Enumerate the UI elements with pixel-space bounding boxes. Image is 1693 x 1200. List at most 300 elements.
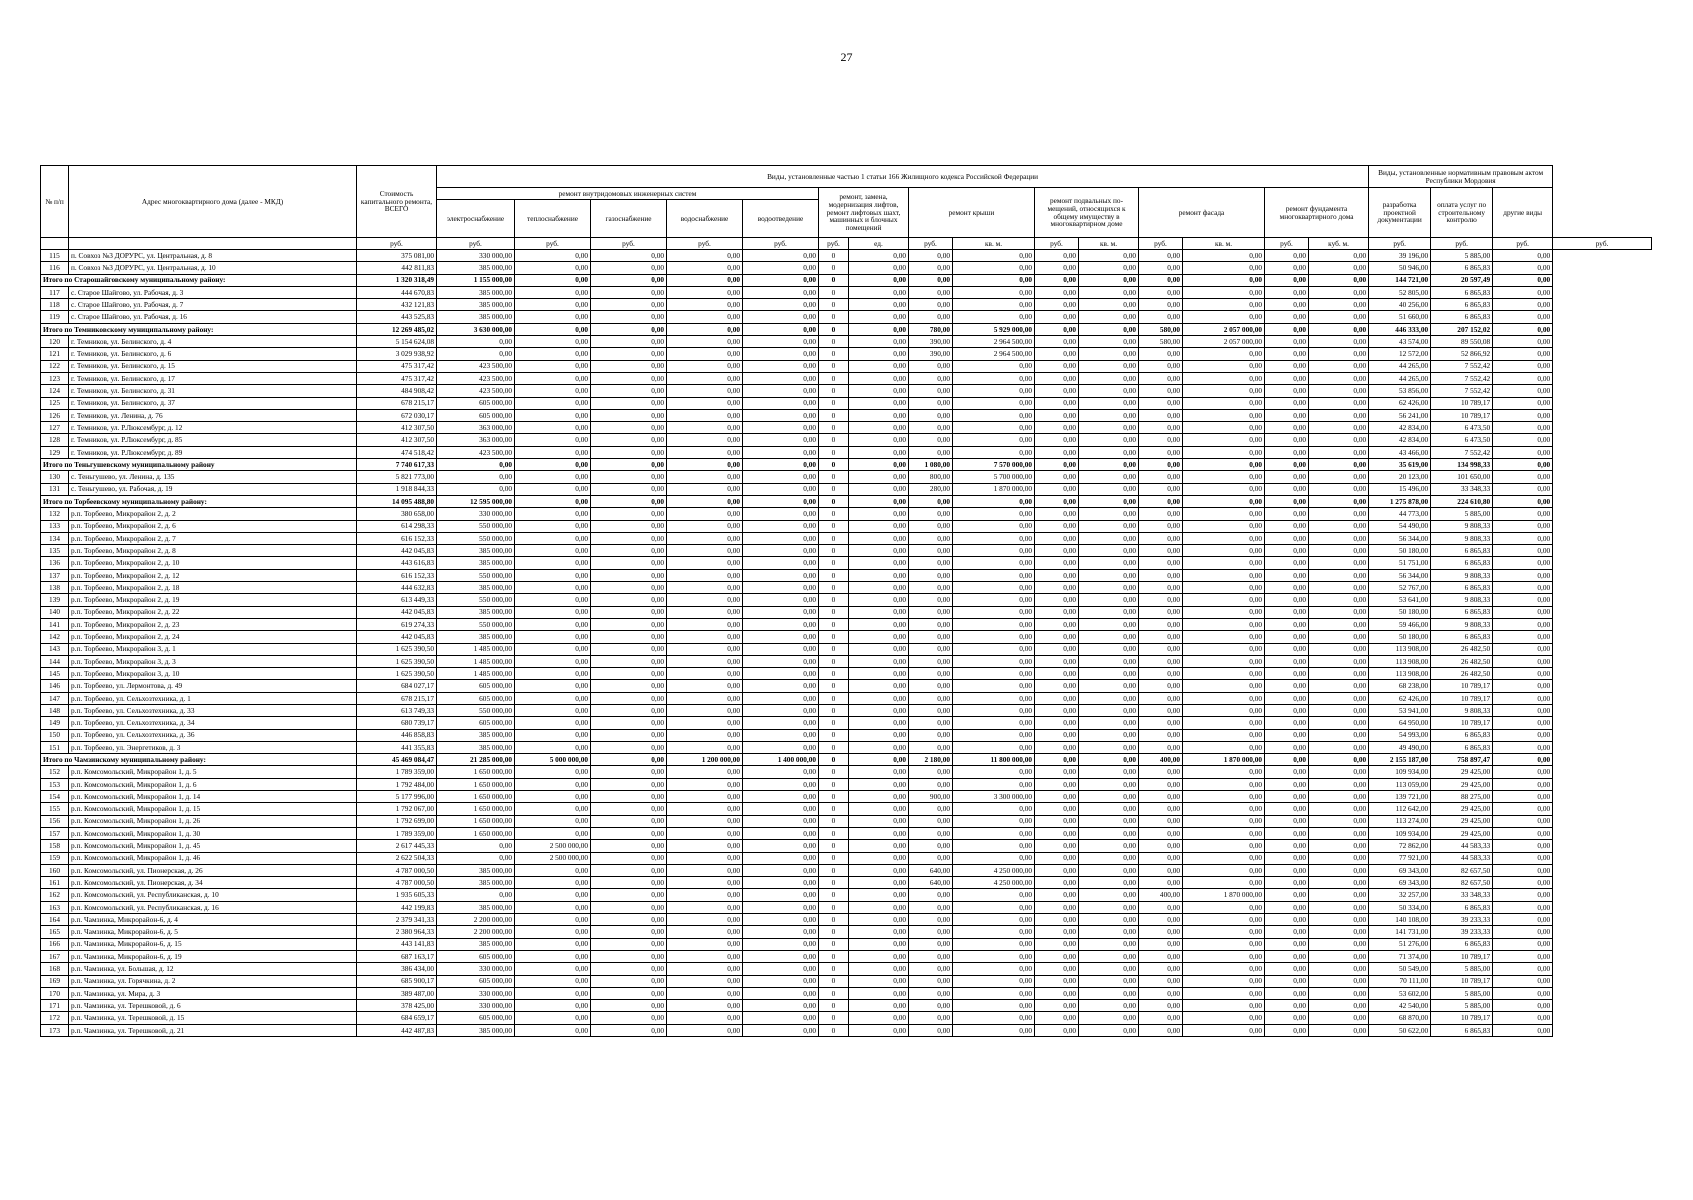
value-cell: 0,00: [1265, 877, 1309, 889]
value-cell: 54 993,00: [1369, 729, 1431, 741]
value-cell: 0,00: [1079, 815, 1139, 827]
value-cell: 0,00: [515, 864, 591, 876]
value-cell: 0,00: [909, 594, 953, 606]
value-cell: 0,00: [1265, 557, 1309, 569]
value-cell: 109 934,00: [1369, 827, 1431, 839]
value-cell: 0,00: [1493, 1024, 1553, 1036]
value-cell: 0,00: [1493, 655, 1553, 667]
row-address: с. Старое Шайгово, ул. Рабочая, д. 16: [69, 311, 357, 323]
value-cell: 0,00: [515, 631, 591, 643]
value-cell: 484 908,42: [357, 385, 437, 397]
header-construction-control: оплата услуг по строительному контролю: [1431, 188, 1493, 238]
value-cell: 0,00: [1309, 729, 1369, 741]
value-cell: 0,00: [1079, 692, 1139, 704]
value-cell: 0,00: [1183, 901, 1265, 913]
row-address: р.п. Комсомольский, Микрорайон 1, д. 30: [69, 827, 357, 839]
value-cell: 42 834,00: [1369, 434, 1431, 446]
value-cell: 0,00: [909, 889, 953, 901]
value-cell: 0,00: [1265, 422, 1309, 434]
value-cell: 0,00: [437, 483, 515, 495]
value-cell: 113 908,00: [1369, 668, 1431, 680]
value-cell: 0,00: [1309, 471, 1369, 483]
value-cell: 0,00: [1035, 545, 1079, 557]
value-cell: 0,00: [849, 397, 909, 409]
value-cell: 12 572,00: [1369, 348, 1431, 360]
row-number: 119: [41, 311, 69, 323]
value-cell: 29 425,00: [1431, 815, 1493, 827]
value-cell: 0,00: [1183, 926, 1265, 938]
table-row: [41, 840, 1652, 852]
value-cell: 0,00: [1309, 655, 1369, 667]
value-cell: 0,00: [515, 348, 591, 360]
value-cell: 800,00: [909, 471, 953, 483]
value-cell: 0,00: [953, 766, 1035, 778]
value-cell: 0,00: [1265, 950, 1309, 962]
value-cell: 385 000,00: [437, 286, 515, 298]
value-cell: 0,00: [1035, 668, 1079, 680]
value-cell: 1 650 000,00: [437, 778, 515, 790]
value-cell: 0,00: [1139, 827, 1183, 839]
district-total-label: Итого по Теньгушевскому муниципальному району: [41, 459, 357, 471]
unit-cell: руб.: [1369, 238, 1431, 250]
value-cell: 0: [819, 643, 849, 655]
value-cell: 0,00: [1079, 582, 1139, 594]
value-cell: 0,00: [1265, 926, 1309, 938]
value-cell: 0,00: [1183, 680, 1265, 692]
value-cell: 0: [819, 1000, 849, 1012]
value-cell: 0,00: [1183, 864, 1265, 876]
value-cell: 0,00: [1493, 606, 1553, 618]
value-cell: 0,00: [1079, 618, 1139, 630]
row-number: 148: [41, 704, 69, 716]
value-cell: 0,00: [1183, 311, 1265, 323]
row-address: с. Теньгушево, ул. Ленина, д. 135: [69, 471, 357, 483]
value-cell: 71 374,00: [1369, 950, 1431, 962]
value-cell: 0,00: [667, 545, 743, 557]
value-cell: 0,00: [849, 483, 909, 495]
value-cell: 0,00: [1035, 754, 1079, 766]
value-cell: 0,00: [953, 582, 1035, 594]
value-cell: 6 865,83: [1431, 286, 1493, 298]
value-cell: 678 215,17: [357, 397, 437, 409]
row-address: р.п. Торбеево, ул. Энергетиков, д. 3: [69, 741, 357, 753]
table-row: [41, 336, 1652, 348]
value-cell: 10 789,17: [1431, 950, 1493, 962]
row-number: 126: [41, 409, 69, 421]
value-cell: 0,00: [667, 606, 743, 618]
value-cell: 88 275,00: [1431, 791, 1493, 803]
value-cell: 385 000,00: [437, 545, 515, 557]
value-cell: 0,00: [849, 250, 909, 262]
value-cell: 0,00: [667, 508, 743, 520]
value-cell: 144 721,00: [1369, 274, 1431, 286]
row-number: 167: [41, 950, 69, 962]
value-cell: 69 343,00: [1369, 864, 1431, 876]
value-cell: 0: [819, 372, 849, 384]
value-cell: 640,00: [909, 877, 953, 889]
unit-cell: кв. м.: [953, 238, 1035, 250]
value-cell: 141 731,00: [1369, 926, 1431, 938]
row-address: р.п. Комсомольский, Микрорайон 1, д. 15: [69, 803, 357, 815]
value-cell: 0,00: [1079, 963, 1139, 975]
value-cell: 0,00: [1139, 1012, 1183, 1024]
unit-cell: руб.: [437, 238, 515, 250]
value-cell: 0,00: [1265, 508, 1309, 520]
value-cell: 0,00: [1139, 692, 1183, 704]
value-cell: 0,00: [1493, 299, 1553, 311]
value-cell: 0: [819, 618, 849, 630]
value-cell: 0,00: [1183, 655, 1265, 667]
value-cell: 112 642,00: [1369, 803, 1431, 815]
value-cell: 0,00: [1035, 704, 1079, 716]
row-address: р.п. Торбеево, Микрорайон 3, д. 3: [69, 655, 357, 667]
value-cell: 0: [819, 901, 849, 913]
row-number: 128: [41, 434, 69, 446]
value-cell: 0,00: [1035, 975, 1079, 987]
value-cell: 0,00: [1493, 827, 1553, 839]
value-cell: 0,00: [667, 594, 743, 606]
value-cell: 0,00: [515, 791, 591, 803]
value-cell: 0,00: [1139, 704, 1183, 716]
value-cell: 1 792 699,00: [357, 815, 437, 827]
value-cell: 0,00: [743, 532, 819, 544]
value-cell: 0,00: [953, 938, 1035, 950]
value-cell: 2 617 445,33: [357, 840, 437, 852]
value-cell: 0,00: [515, 606, 591, 618]
value-cell: 0,00: [1493, 495, 1553, 507]
value-cell: 0,00: [1079, 901, 1139, 913]
value-cell: 0: [819, 754, 849, 766]
row-number: 137: [41, 569, 69, 581]
value-cell: 0,00: [591, 397, 667, 409]
value-cell: 0,00: [515, 643, 591, 655]
row-address: р.п. Торбеево, Микрорайон 2, д. 18: [69, 582, 357, 594]
table-row: [41, 1000, 1652, 1012]
value-cell: 0,00: [1493, 1000, 1553, 1012]
value-cell: 0,00: [909, 655, 953, 667]
value-cell: 0,00: [1265, 1024, 1309, 1036]
value-cell: 0,00: [591, 680, 667, 692]
value-cell: 0,00: [515, 397, 591, 409]
value-cell: 1 625 390,50: [357, 643, 437, 655]
value-cell: 0,00: [909, 680, 953, 692]
header-regional-types: Виды, установленные нормативным правовым актом Республики Мордовия: [1369, 166, 1553, 188]
value-cell: 0,00: [849, 877, 909, 889]
value-cell: 0,00: [1265, 827, 1309, 839]
value-cell: 0,00: [1079, 262, 1139, 274]
unit-cell: руб.: [1035, 238, 1079, 250]
value-cell: 0,00: [1183, 397, 1265, 409]
value-cell: 0,00: [743, 520, 819, 532]
row-address: р.п. Чамзинка, ул. Большая, д. 12: [69, 963, 357, 975]
value-cell: 0,00: [1493, 508, 1553, 520]
row-number: 118: [41, 299, 69, 311]
value-cell: 0,00: [1079, 950, 1139, 962]
row-address: р.п. Чамзинка, Микрорайон-6, д. 4: [69, 914, 357, 926]
value-cell: 0,00: [1183, 582, 1265, 594]
value-cell: 0,00: [1035, 569, 1079, 581]
value-cell: 0,00: [591, 950, 667, 962]
value-cell: 109 934,00: [1369, 766, 1431, 778]
row-number: 134: [41, 532, 69, 544]
table-row: [41, 778, 1652, 790]
value-cell: 0,00: [515, 299, 591, 311]
value-cell: 0,00: [953, 729, 1035, 741]
value-cell: 0,00: [1265, 545, 1309, 557]
value-cell: 0,00: [437, 852, 515, 864]
value-cell: 0,00: [1079, 422, 1139, 434]
value-cell: 0,00: [909, 582, 953, 594]
row-number: 130: [41, 471, 69, 483]
value-cell: 0,00: [591, 582, 667, 594]
value-cell: 0,00: [667, 1000, 743, 1012]
value-cell: 0,00: [1139, 299, 1183, 311]
value-cell: 10 789,17: [1431, 692, 1493, 704]
value-cell: 0,00: [515, 717, 591, 729]
header-lifts: ремонт, замена, модернизация лифтов, ремонт лифтовых шахт, машинных и блочных помещений: [819, 188, 909, 238]
value-cell: 0,00: [1183, 532, 1265, 544]
value-cell: 0,00: [591, 692, 667, 704]
value-cell: 0,00: [1079, 643, 1139, 655]
value-cell: 0,00: [515, 250, 591, 262]
value-cell: 0,00: [1309, 409, 1369, 421]
value-cell: 0,00: [591, 754, 667, 766]
value-cell: 0: [819, 987, 849, 999]
page-number: 27: [840, 50, 853, 64]
value-cell: 0,00: [1493, 422, 1553, 434]
value-cell: 6 865,83: [1431, 582, 1493, 594]
capital-repair-table: [40, 165, 1652, 1037]
value-cell: 7 552,42: [1431, 372, 1493, 384]
value-cell: 0,00: [591, 323, 667, 335]
value-cell: 72 862,00: [1369, 840, 1431, 852]
row-number: 124: [41, 385, 69, 397]
value-cell: 0,00: [909, 1000, 953, 1012]
value-cell: 0,00: [849, 717, 909, 729]
value-cell: 385 000,00: [437, 729, 515, 741]
value-cell: 0,00: [1079, 495, 1139, 507]
value-cell: 386 434,00: [357, 963, 437, 975]
value-cell: 0,00: [1079, 741, 1139, 753]
value-cell: 0,00: [1139, 778, 1183, 790]
value-cell: 0,00: [1309, 717, 1369, 729]
value-cell: 2 180,00: [909, 754, 953, 766]
value-cell: 0,00: [515, 508, 591, 520]
value-cell: 0,00: [1493, 262, 1553, 274]
value-cell: 0,00: [743, 422, 819, 434]
table-row: [41, 729, 1652, 741]
value-cell: 0,00: [1079, 827, 1139, 839]
row-address: р.п. Торбеево, ул. Сельхозтехника, д. 33: [69, 704, 357, 716]
unit-cell: руб.: [1265, 238, 1309, 250]
value-cell: 0,00: [1183, 372, 1265, 384]
value-cell: 0,00: [1079, 1012, 1139, 1024]
value-cell: 0,00: [1079, 631, 1139, 643]
value-cell: 0,00: [591, 618, 667, 630]
header-basement: ремонт подвальных по-мещений, относящихся к общему имуществу в многоквартирном доме: [1035, 188, 1139, 238]
value-cell: 101 650,00: [1431, 471, 1493, 483]
row-number: 125: [41, 397, 69, 409]
value-cell: 0,00: [1183, 778, 1265, 790]
value-cell: 77 921,00: [1369, 852, 1431, 864]
value-cell: 0,00: [591, 852, 667, 864]
value-cell: 0,00: [909, 545, 953, 557]
value-cell: 605 000,00: [437, 975, 515, 987]
value-cell: 0,00: [591, 360, 667, 372]
value-cell: 0: [819, 250, 849, 262]
value-cell: 0,00: [1265, 250, 1309, 262]
value-cell: 550 000,00: [437, 520, 515, 532]
value-cell: 1 792 067,00: [357, 803, 437, 815]
unit-cell: руб.: [1553, 238, 1652, 250]
value-cell: 0,00: [1079, 889, 1139, 901]
value-cell: 442 811,83: [357, 262, 437, 274]
value-cell: 0: [819, 360, 849, 372]
value-cell: 0,00: [515, 766, 591, 778]
value-cell: 280,00: [909, 483, 953, 495]
value-cell: 0: [819, 483, 849, 495]
value-cell: 0,00: [1183, 741, 1265, 753]
value-cell: 0,00: [1035, 1024, 1079, 1036]
row-address: р.п. Торбеево, ул. Лермонтова, д. 49: [69, 680, 357, 692]
value-cell: 0,00: [953, 311, 1035, 323]
row-number: 173: [41, 1024, 69, 1036]
value-cell: 0,00: [591, 791, 667, 803]
value-cell: 0,00: [849, 471, 909, 483]
value-cell: 0,00: [909, 741, 953, 753]
value-cell: 0,00: [1493, 692, 1553, 704]
value-cell: 0,00: [1035, 1012, 1079, 1024]
value-cell: 0: [819, 262, 849, 274]
value-cell: 89 550,08: [1431, 336, 1493, 348]
value-cell: 0,00: [1309, 286, 1369, 298]
value-cell: 0,00: [515, 975, 591, 987]
value-cell: 0,00: [1309, 459, 1369, 471]
value-cell: 0,00: [1079, 864, 1139, 876]
value-cell: 0,00: [1309, 926, 1369, 938]
row-number: 161: [41, 877, 69, 889]
row-number: 170: [41, 987, 69, 999]
value-cell: 0,00: [953, 987, 1035, 999]
value-cell: 39 233,33: [1431, 926, 1493, 938]
value-cell: 0,00: [515, 311, 591, 323]
row-number: 169: [41, 975, 69, 987]
value-cell: 113 908,00: [1369, 655, 1431, 667]
value-cell: 0,00: [1079, 532, 1139, 544]
value-cell: 0,00: [1139, 372, 1183, 384]
value-cell: 442 045,83: [357, 606, 437, 618]
value-cell: 580,00: [1139, 336, 1183, 348]
row-address: р.п. Чамзинка, ул. Мира, д. 3: [69, 987, 357, 999]
value-cell: 0,00: [1265, 864, 1309, 876]
value-cell: 0,00: [667, 250, 743, 262]
table-row: [41, 1024, 1652, 1036]
value-cell: 423 500,00: [437, 372, 515, 384]
row-address: г. Темников, ул. Белинского, д. 15: [69, 360, 357, 372]
row-address: г. Темников, ул. Белинского, д. 37: [69, 397, 357, 409]
value-cell: 0,00: [515, 409, 591, 421]
value-cell: 2 057 000,00: [1183, 336, 1265, 348]
table-row: [41, 618, 1652, 630]
value-cell: 0,00: [1139, 459, 1183, 471]
value-cell: 0,00: [1079, 717, 1139, 729]
value-cell: 0,00: [1035, 717, 1079, 729]
value-cell: 0,00: [1183, 545, 1265, 557]
value-cell: 780,00: [909, 323, 953, 335]
value-cell: 9 808,33: [1431, 569, 1493, 581]
value-cell: 0,00: [515, 594, 591, 606]
value-cell: 0,00: [1493, 926, 1553, 938]
value-cell: 0,00: [667, 385, 743, 397]
value-cell: 475 317,42: [357, 360, 437, 372]
row-address: п. Совхоз №3 ДОРУРС, ул. Центральная, д. 8: [69, 250, 357, 262]
value-cell: 1 918 844,33: [357, 483, 437, 495]
value-cell: 0,00: [1079, 606, 1139, 618]
value-cell: 550 000,00: [437, 569, 515, 581]
value-cell: 0,00: [1183, 766, 1265, 778]
value-cell: 0,00: [515, 618, 591, 630]
value-cell: 0,00: [1265, 963, 1309, 975]
value-cell: 49 490,00: [1369, 741, 1431, 753]
unit-cell: руб.: [515, 238, 591, 250]
value-cell: 0,00: [1309, 754, 1369, 766]
value-cell: 50 180,00: [1369, 545, 1431, 557]
value-cell: 0,00: [953, 840, 1035, 852]
value-cell: 50 180,00: [1369, 606, 1431, 618]
units-blank: [41, 238, 69, 250]
value-cell: 1 870 000,00: [953, 483, 1035, 495]
value-cell: 330 000,00: [437, 250, 515, 262]
value-cell: 0: [819, 668, 849, 680]
value-cell: 605 000,00: [437, 950, 515, 962]
value-cell: 0,00: [849, 852, 909, 864]
value-cell: 0,00: [1183, 459, 1265, 471]
value-cell: 0: [819, 717, 849, 729]
value-cell: 0,00: [953, 704, 1035, 716]
value-cell: 0,00: [953, 631, 1035, 643]
value-cell: 0,00: [909, 901, 953, 913]
table-row: [41, 520, 1652, 532]
value-cell: 0,00: [667, 729, 743, 741]
value-cell: 0,00: [1309, 692, 1369, 704]
row-address: р.п. Комсомольский, Микрорайон 1, д. 46: [69, 852, 357, 864]
value-cell: 0,00: [1079, 311, 1139, 323]
row-number: 163: [41, 901, 69, 913]
value-cell: 580,00: [1139, 323, 1183, 335]
value-cell: 0,00: [591, 840, 667, 852]
units-row: [41, 238, 1652, 250]
value-cell: 0,00: [849, 975, 909, 987]
value-cell: 0,00: [1079, 446, 1139, 458]
row-number: 145: [41, 668, 69, 680]
value-cell: 390,00: [909, 348, 953, 360]
value-cell: 0,00: [1139, 741, 1183, 753]
value-cell: 0,00: [515, 520, 591, 532]
value-cell: 5 885,00: [1431, 987, 1493, 999]
value-cell: 53 941,00: [1369, 704, 1431, 716]
row-address: с. Старое Шайгово, ул. Рабочая, д. 7: [69, 299, 357, 311]
value-cell: 605 000,00: [437, 1012, 515, 1024]
table-row: [41, 815, 1652, 827]
value-cell: 0,00: [1139, 914, 1183, 926]
value-cell: 56 344,00: [1369, 532, 1431, 544]
row-number: 142: [41, 631, 69, 643]
value-cell: 0,00: [1265, 606, 1309, 618]
value-cell: 550 000,00: [437, 618, 515, 630]
value-cell: 605 000,00: [437, 397, 515, 409]
row-address: р.п. Торбеево, Микрорайон 3, д. 10: [69, 668, 357, 680]
value-cell: 0,00: [1309, 791, 1369, 803]
